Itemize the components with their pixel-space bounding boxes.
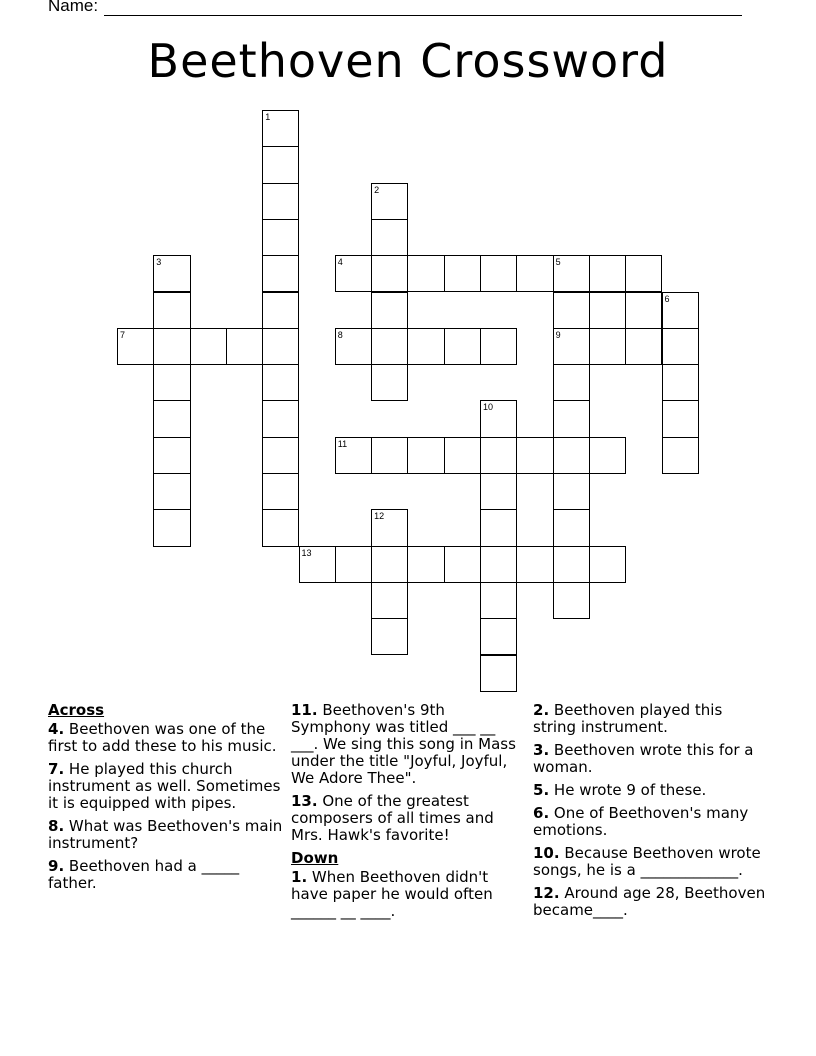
clues-column-3	[533, 702, 769, 925]
grid-cell[interactable]	[480, 546, 517, 583]
grid-cell[interactable]	[153, 255, 190, 292]
grid-cell[interactable]	[153, 328, 190, 365]
clue-down-2: 2. Beethoven played this string instrument.	[533, 701, 723, 736]
grid-cell[interactable]	[299, 546, 336, 583]
name-label: Name:	[48, 0, 99, 15]
clue-number: 13	[291, 792, 312, 810]
clue-text: Around age 28, Beethoven became____.	[533, 884, 766, 919]
grid-cell[interactable]	[262, 400, 299, 437]
grid-cell[interactable]	[553, 292, 590, 329]
clue-across-7: 7. He played this church instrument as well. Sometimes it is equipped with pipes.	[48, 760, 281, 812]
grid-cell[interactable]	[480, 473, 517, 510]
grid-cell[interactable]	[262, 146, 299, 183]
grid-cell[interactable]	[662, 400, 699, 437]
grid-cell[interactable]	[371, 582, 408, 619]
grid-cell[interactable]	[444, 255, 481, 292]
clue-number: 11	[291, 701, 312, 719]
grid-cell[interactable]	[662, 328, 699, 365]
grid-cell[interactable]	[262, 364, 299, 401]
grid-cell[interactable]	[625, 328, 662, 365]
grid-cell[interactable]	[371, 219, 408, 256]
grid-cell[interactable]	[117, 328, 154, 365]
grid-cell[interactable]	[662, 292, 699, 329]
grid-cell[interactable]	[480, 509, 517, 546]
grid-cell[interactable]	[262, 219, 299, 256]
cell-number: 13	[301, 547, 312, 558]
grid-cell[interactable]	[589, 255, 626, 292]
clue-number: 10	[533, 844, 554, 862]
cell-number: 4	[337, 257, 343, 268]
grid-cell[interactable]	[480, 328, 517, 365]
grid-cell[interactable]	[553, 364, 590, 401]
grid-cell[interactable]	[553, 328, 590, 365]
clue-number: 9	[48, 857, 59, 875]
clue-across-13: 13. One of the greatest composers of all times and Mrs. Hawk's favorite!	[291, 792, 494, 844]
grid-cell[interactable]	[262, 328, 299, 365]
clue-number: 3	[533, 741, 544, 759]
grid-cell[interactable]	[371, 183, 408, 220]
grid-cell[interactable]	[153, 292, 190, 329]
grid-cell[interactable]	[589, 546, 626, 583]
grid-cell[interactable]	[407, 437, 444, 474]
across-heading: Across	[48, 701, 105, 719]
clue-text: Beethoven played this string instrument.	[533, 701, 723, 736]
grid-cell[interactable]	[589, 328, 626, 365]
grid-cell[interactable]	[371, 255, 408, 292]
clue-down-10: 10. Because Beethoven wrote songs, he is a _____________.	[533, 844, 761, 879]
clue-text: He played this church instrument as well. Sometimes it is equipped with pipes.	[48, 760, 281, 812]
cell-number: 10	[483, 402, 494, 413]
grid-cell[interactable]	[662, 437, 699, 474]
grid-cell[interactable]	[625, 292, 662, 329]
grid-cell[interactable]	[371, 546, 408, 583]
clue-text: Beethoven had a _____ father.	[48, 857, 240, 892]
grid-cell[interactable]	[589, 437, 626, 474]
grid-cell[interactable]	[516, 546, 553, 583]
grid-cell[interactable]	[553, 509, 590, 546]
grid-cell[interactable]	[153, 400, 190, 437]
grid-cell[interactable]	[153, 473, 190, 510]
clue-text: One of Beethoven's many emotions.	[533, 804, 749, 839]
grid-cell[interactable]	[444, 546, 481, 583]
grid-cell[interactable]	[262, 255, 299, 292]
clue-across-4: 4. Beethoven was one of the first to add these to his music.	[48, 720, 277, 755]
cell-number: 3	[156, 257, 162, 268]
grid-cell[interactable]	[153, 364, 190, 401]
grid-cell[interactable]	[407, 328, 444, 365]
grid-cell[interactable]	[553, 437, 590, 474]
grid-cell[interactable]	[480, 618, 517, 655]
clue-down-1: 1. When Beethoven didn't have paper he would often ______ __ ____.	[291, 868, 493, 920]
clue-down-12: 12. Around age 28, Beethoven became____.	[533, 884, 766, 919]
grid-cell[interactable]	[625, 255, 662, 292]
clue-across-8: 8. What was Beethoven's main instrument?	[48, 817, 283, 852]
clue-number: 5	[533, 781, 544, 799]
grid-cell[interactable]	[262, 437, 299, 474]
grid-cell[interactable]	[480, 437, 517, 474]
grid-cell[interactable]	[335, 437, 372, 474]
grid-cell[interactable]	[335, 255, 372, 292]
grid-cell[interactable]	[371, 328, 408, 365]
grid-cell[interactable]	[371, 618, 408, 655]
clue-text: Beethoven wrote this for a woman.	[533, 741, 754, 776]
clue-number: 6	[533, 804, 544, 822]
clue-number: 12	[533, 884, 554, 902]
grid-cell[interactable]	[190, 328, 227, 365]
grid-cell[interactable]	[516, 255, 553, 292]
cell-number: 9	[555, 329, 561, 340]
clue-text: He wrote 9 of these.	[553, 781, 707, 799]
grid-cell[interactable]	[335, 328, 372, 365]
clue-number: 7	[48, 760, 59, 778]
cell-number: 7	[120, 329, 126, 340]
clue-across-9: 9. Beethoven had a _____ father.	[48, 857, 240, 892]
cell-number: 2	[374, 184, 380, 195]
clue-text: When Beethoven didn't have paper he would often ______ __ ____.	[291, 868, 493, 920]
clue-down-6: 6. One of Beethoven's many emotions.	[533, 804, 749, 839]
grid-cell[interactable]	[371, 509, 408, 546]
grid-cell[interactable]	[662, 364, 699, 401]
clue-text: Beethoven's 9th Symphony was titled ___ __ ___. We sing this song in Mass under the title "Joyful, Joyful, We Adore Thee".	[291, 701, 516, 787]
grid-cell[interactable]	[589, 292, 626, 329]
clue-number: 4	[48, 720, 59, 738]
grid-cell[interactable]	[262, 110, 299, 147]
cell-number: 8	[337, 329, 343, 340]
clues-column-2	[291, 702, 527, 926]
clue-text: Beethoven was one of the first to add these to his music.	[48, 720, 277, 755]
grid-cell[interactable]	[153, 509, 190, 546]
grid-cell[interactable]	[480, 655, 517, 692]
page-title: Beethoven Crossword	[147, 34, 669, 88]
clue-text: Because Beethoven wrote songs, he is a _____________.	[533, 844, 761, 879]
grid-cell[interactable]	[335, 546, 372, 583]
grid-cell[interactable]	[444, 328, 481, 365]
clue-number: 2	[533, 701, 544, 719]
cell-number: 1	[265, 112, 271, 122]
clue-down-3: 3. Beethoven wrote this for a woman.	[533, 741, 754, 776]
grid-cell[interactable]	[553, 582, 590, 619]
cell-number: 6	[664, 293, 670, 304]
grid-cell[interactable]	[371, 437, 408, 474]
grid-cell[interactable]	[480, 400, 517, 437]
grid-cell[interactable]	[553, 546, 590, 583]
grid-cell[interactable]	[371, 364, 408, 401]
grid-cell[interactable]	[262, 292, 299, 329]
cell-number: 5	[555, 257, 561, 268]
grid-cell[interactable]	[407, 546, 444, 583]
grid-cell[interactable]	[262, 509, 299, 546]
grid-cell[interactable]	[553, 473, 590, 510]
clue-number: 8	[48, 817, 59, 835]
cell-number: 12	[374, 511, 385, 522]
clue-across-11: 11. Beethoven's 9th Symphony was titled ___ __ ___. We sing this song in Mass under the title "Joyful, Joyful, We Adore Thee".	[291, 701, 516, 787]
grid-cell[interactable]	[407, 255, 444, 292]
clue-text: One of the greatest composers of all times and Mrs. Hawk's favorite!	[291, 792, 494, 844]
clue-text: What was Beethoven's main instrument?	[48, 817, 283, 852]
clues-column-1	[48, 702, 284, 898]
grid-cell[interactable]	[480, 582, 517, 619]
grid-cell[interactable]	[444, 437, 481, 474]
grid-cell[interactable]	[153, 437, 190, 474]
grid-cell[interactable]	[262, 183, 299, 220]
cell-number: 11	[337, 438, 348, 449]
grid-cell[interactable]	[226, 328, 263, 365]
grid-cell[interactable]	[553, 400, 590, 437]
clue-down-5: 5. He wrote 9 of these.	[533, 781, 707, 799]
grid-cell[interactable]	[262, 473, 299, 510]
grid-cell[interactable]	[480, 255, 517, 292]
grid-cell[interactable]	[371, 292, 408, 329]
grid-cell[interactable]	[516, 437, 553, 474]
clue-number: 1	[291, 868, 302, 886]
grid-cell[interactable]	[553, 255, 590, 292]
down-heading: Down	[291, 849, 339, 867]
